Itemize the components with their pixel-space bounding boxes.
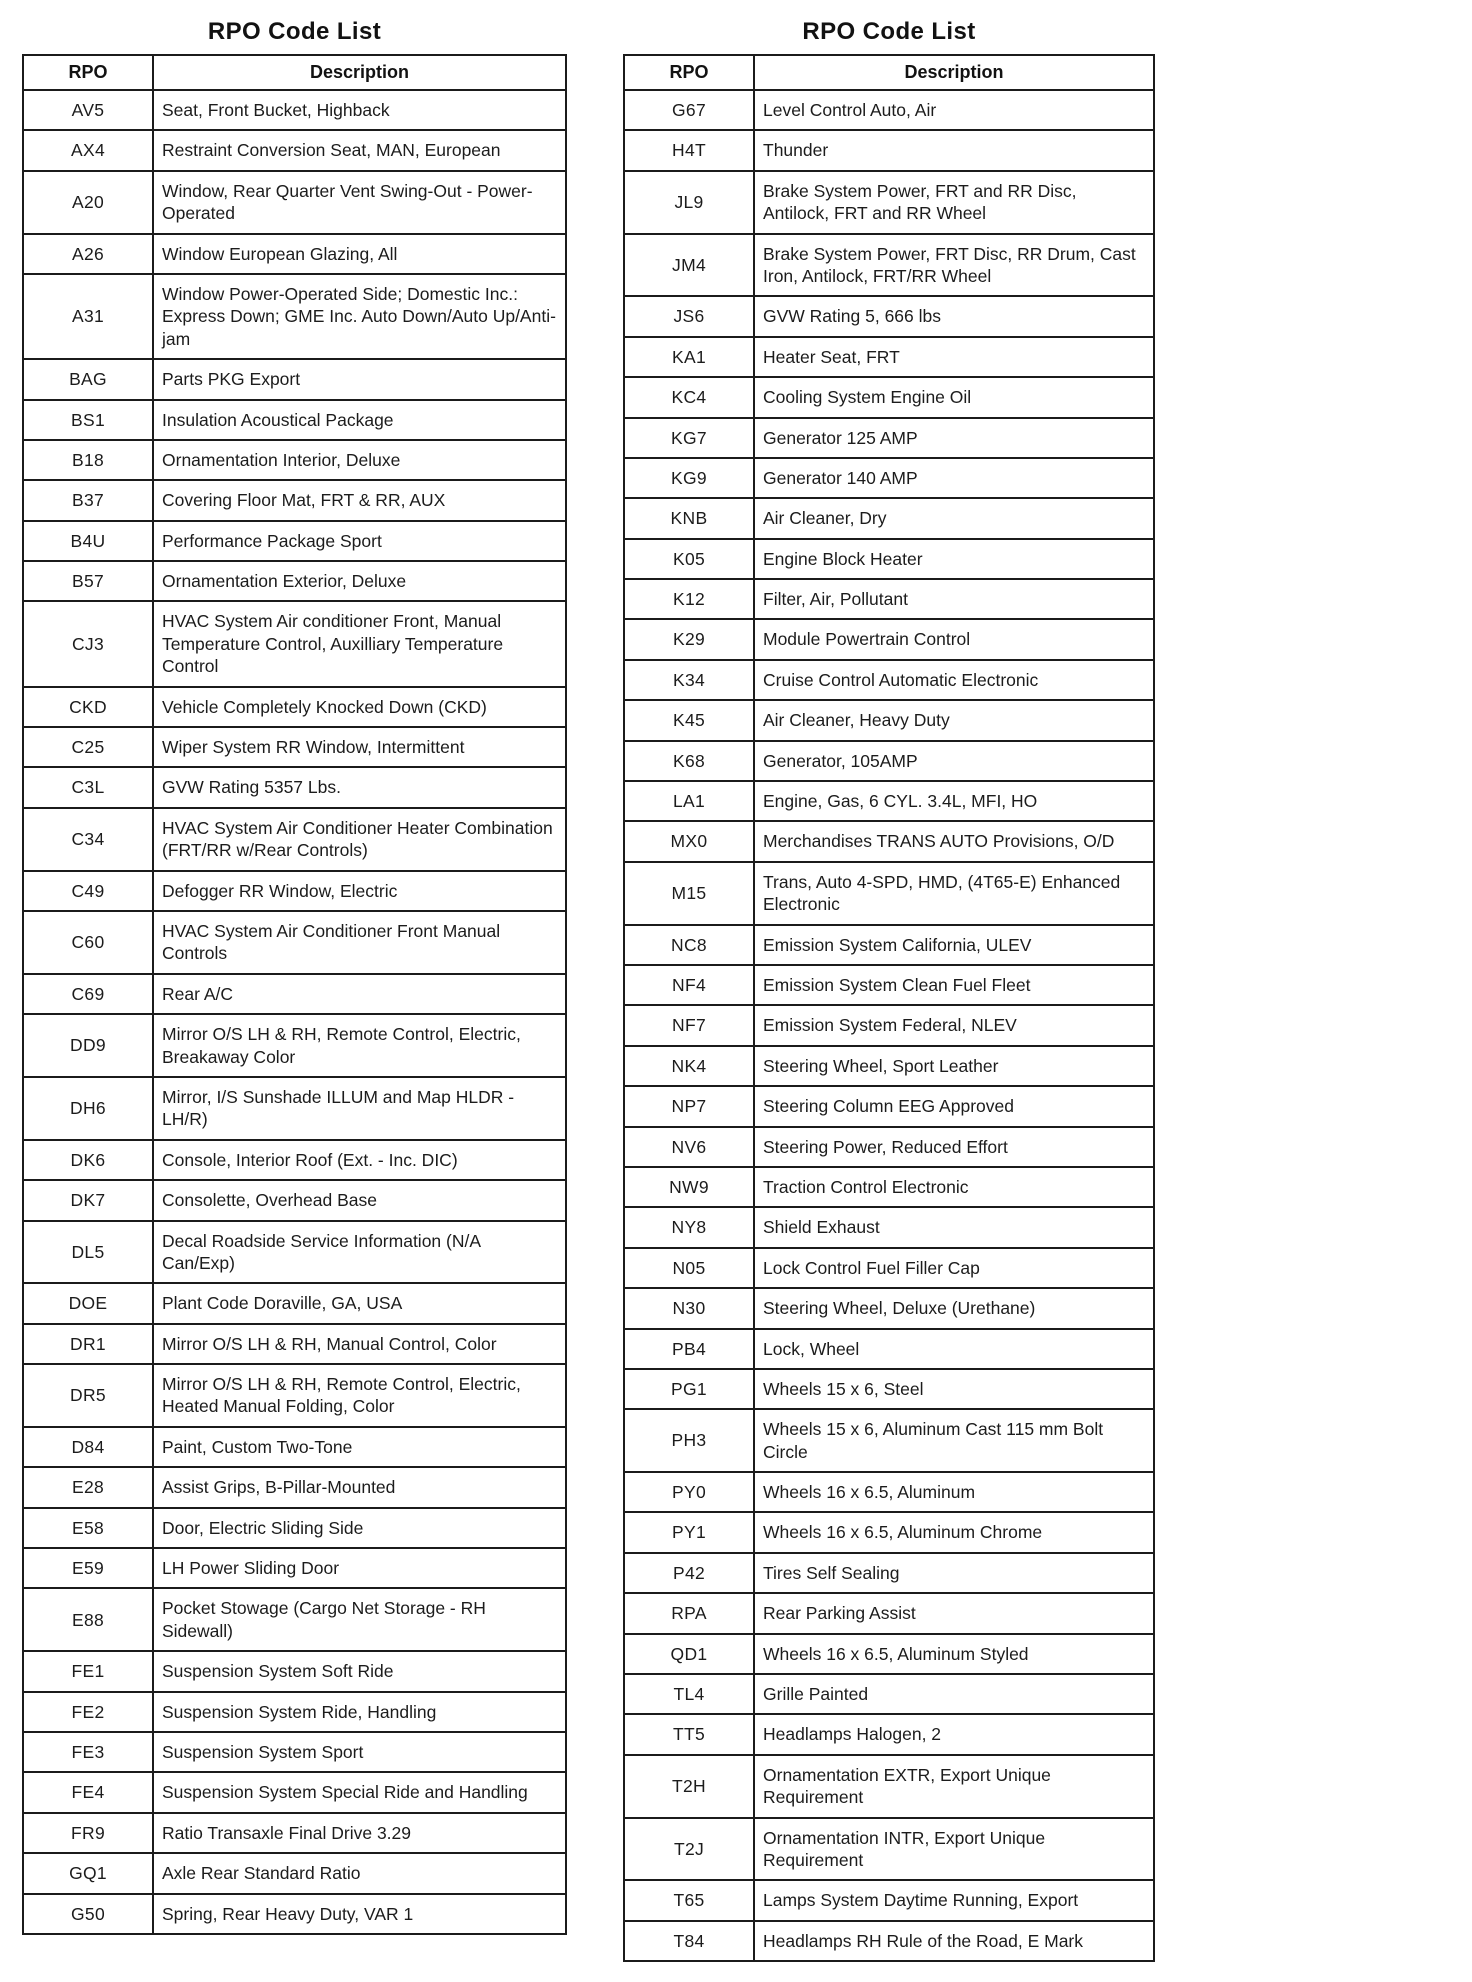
description-cell: Suspension System Soft Ride [153, 1651, 566, 1691]
table-row [624, 1288, 1154, 1328]
table-row [624, 1512, 1154, 1552]
table-row [23, 1283, 566, 1323]
description-cell: Mirror, I/S Sunshade ILLUM and Map HLDR - LH/R) [153, 1077, 566, 1140]
description-cell: Generator, 105AMP [754, 741, 1154, 781]
table-body [624, 90, 1154, 1961]
description-cell: Console, Interior Roof (Ext. - Inc. DIC) [153, 1140, 566, 1180]
description-cell: Decal Roadside Service Information (N/A Can/Exp) [153, 1221, 566, 1284]
table-row [23, 521, 566, 561]
table-row [624, 1369, 1154, 1409]
description-cell: Thunder [754, 130, 1154, 170]
table-row [23, 1077, 566, 1140]
rpo-code-cell: M15 [624, 862, 754, 925]
rpo-code-cell: DK7 [23, 1180, 153, 1220]
description-cell: Axle Rear Standard Ratio [153, 1853, 566, 1893]
description-cell: Grille Painted [754, 1674, 1154, 1714]
table-row [23, 1772, 566, 1812]
rpo-code-cell: JL9 [624, 171, 754, 234]
description-cell: Consolette, Overhead Base [153, 1180, 566, 1220]
rpo-code-cell: NK4 [624, 1046, 754, 1086]
rpo-column-header: RPO [624, 55, 754, 90]
description-cell: Headlamps RH Rule of the Road, E Mark [754, 1921, 1154, 1961]
table-row [624, 337, 1154, 377]
description-cell: Module Powertrain Control [754, 619, 1154, 659]
table-row [624, 1167, 1154, 1207]
description-cell: Mirror O/S LH & RH, Remote Control, Electric, Heated Manual Folding, Color [153, 1364, 566, 1427]
table-row [23, 1853, 566, 1893]
table-row [23, 1221, 566, 1284]
description-cell: Trans, Auto 4-SPD, HMD, (4T65-E) Enhanced Electronic [754, 862, 1154, 925]
rpo-code-cell: K05 [624, 539, 754, 579]
rpo-code-cell: D84 [23, 1427, 153, 1467]
table-row [23, 1467, 566, 1507]
table-row [23, 234, 566, 274]
table-row [23, 1427, 566, 1467]
rpo-code-cell: T2J [624, 1818, 754, 1881]
rpo-code-cell: K12 [624, 579, 754, 619]
table-row [23, 1894, 566, 1934]
rpo-code-cell: T65 [624, 1880, 754, 1920]
rpo-code-cell: B18 [23, 440, 153, 480]
table-row [624, 171, 1154, 234]
rpo-code-cell: G50 [23, 1894, 153, 1934]
table-row [624, 660, 1154, 700]
description-cell: Window Power-Operated Side; Domestic Inc.: Express Down; GME Inc. Auto Down/Auto Up/Anti-jam [153, 274, 566, 359]
table-row [624, 1714, 1154, 1754]
table-row [23, 1548, 566, 1588]
table-row [624, 781, 1154, 821]
description-cell: Emission System Clean Fuel Fleet [754, 965, 1154, 1005]
table-row [23, 808, 566, 871]
rpo-code-cell: C25 [23, 727, 153, 767]
table-row [23, 911, 566, 974]
description-cell: Lock Control Fuel Filler Cap [754, 1248, 1154, 1288]
table-row [23, 1014, 566, 1077]
rpo-code-cell: K34 [624, 660, 754, 700]
rpo-code-cell: PH3 [624, 1409, 754, 1472]
description-cell: Paint, Custom Two-Tone [153, 1427, 566, 1467]
table-row [624, 1593, 1154, 1633]
rpo-code-cell: BS1 [23, 400, 153, 440]
description-cell: Generator 140 AMP [754, 458, 1154, 498]
rpo-code-cell: PB4 [624, 1329, 754, 1369]
rpo-code-cell: KG9 [624, 458, 754, 498]
rpo-code-cell: TL4 [624, 1674, 754, 1714]
rpo-table-section-right [623, 12, 1155, 1962]
table-title-left: RPO Code List [207, 18, 382, 45]
table-row [624, 1880, 1154, 1920]
table-row [624, 700, 1154, 740]
rpo-code-cell: NC8 [624, 925, 754, 965]
description-cell: Wheels 16 x 6.5, Aluminum [754, 1472, 1154, 1512]
description-cell: Suspension System Sport [153, 1732, 566, 1772]
description-cell: Generator 125 AMP [754, 418, 1154, 458]
rpo-code-cell: BAG [23, 359, 153, 399]
rpo-code-cell: K45 [624, 700, 754, 740]
rpo-code-cell: TT5 [624, 1714, 754, 1754]
table-row [23, 130, 566, 170]
rpo-code-cell: QD1 [624, 1634, 754, 1674]
table-header-row [624, 55, 1154, 90]
rpo-code-cell: FE3 [23, 1732, 153, 1772]
rpo-code-cell: CKD [23, 687, 153, 727]
description-cell: Restraint Conversion Seat, MAN, European [153, 130, 566, 170]
description-cell: Ornamentation EXTR, Export Unique Requirement [754, 1755, 1154, 1818]
table-row [23, 400, 566, 440]
table-row [624, 1818, 1154, 1881]
table-row [23, 90, 566, 130]
table-row [23, 1588, 566, 1651]
description-cell: Wheels 16 x 6.5, Aluminum Chrome [754, 1512, 1154, 1552]
rpo-code-cell: K68 [624, 741, 754, 781]
description-cell: Air Cleaner, Heavy Duty [754, 700, 1154, 740]
description-cell: Assist Grips, B-Pillar-Mounted [153, 1467, 566, 1507]
rpo-code-table-left [22, 54, 567, 1935]
rpo-code-cell: A20 [23, 171, 153, 234]
description-cell: Ratio Transaxle Final Drive 3.29 [153, 1813, 566, 1853]
description-cell: Performance Package Sport [153, 521, 566, 561]
table-row [23, 440, 566, 480]
description-cell: Suspension System Ride, Handling [153, 1692, 566, 1732]
table-row [23, 727, 566, 767]
rpo-code-cell: B57 [23, 561, 153, 601]
rpo-code-cell: DK6 [23, 1140, 153, 1180]
rpo-code-cell: G67 [624, 90, 754, 130]
table-row [624, 498, 1154, 538]
table-row [23, 359, 566, 399]
rpo-code-cell: E28 [23, 1467, 153, 1507]
table-row [624, 1086, 1154, 1126]
description-cell: Cruise Control Automatic Electronic [754, 660, 1154, 700]
rpo-code-cell: A31 [23, 274, 153, 359]
rpo-code-cell: DD9 [23, 1014, 153, 1077]
rpo-code-cell: LA1 [624, 781, 754, 821]
table-row [624, 1674, 1154, 1714]
table-row [624, 1409, 1154, 1472]
description-cell: Wheels 15 x 6, Aluminum Cast 115 mm Bolt Circle [754, 1409, 1154, 1472]
table-row [23, 561, 566, 601]
rpo-code-cell: DL5 [23, 1221, 153, 1284]
table-row [23, 1692, 566, 1732]
description-cell: Steering Column EEG Approved [754, 1086, 1154, 1126]
description-cell: Ornamentation INTR, Export Unique Requirement [754, 1818, 1154, 1881]
description-cell: Brake System Power, FRT Disc, RR Drum, Cast Iron, Antilock, FRT/RR Wheel [754, 234, 1154, 297]
rpo-code-cell: H4T [624, 130, 754, 170]
table-row [23, 687, 566, 727]
table-row [624, 1755, 1154, 1818]
rpo-code-cell: MX0 [624, 821, 754, 861]
description-cell: Plant Code Doraville, GA, USA [153, 1283, 566, 1323]
rpo-table-section-left [22, 12, 567, 1935]
description-cell: Steering Wheel, Sport Leather [754, 1046, 1154, 1086]
description-cell: Rear Parking Assist [754, 1593, 1154, 1633]
table-row [624, 619, 1154, 659]
description-cell: Engine, Gas, 6 CYL. 3.4L, MFI, HO [754, 781, 1154, 821]
rpo-code-cell: DOE [23, 1283, 153, 1323]
description-cell: Heater Seat, FRT [754, 337, 1154, 377]
description-cell: HVAC System Air Conditioner Heater Combination (FRT/RR w/Rear Controls) [153, 808, 566, 871]
rpo-code-cell: NP7 [624, 1086, 754, 1126]
table-row [23, 871, 566, 911]
table-row [23, 1180, 566, 1220]
description-cell: Shield Exhaust [754, 1207, 1154, 1247]
table-row [624, 821, 1154, 861]
description-cell: Filter, Air, Pollutant [754, 579, 1154, 619]
table-row [624, 1207, 1154, 1247]
rpo-code-cell: PG1 [624, 1369, 754, 1409]
description-cell: Steering Power, Reduced Effort [754, 1127, 1154, 1167]
table-row [624, 539, 1154, 579]
table-row [23, 1140, 566, 1180]
description-cell: Seat, Front Bucket, Highback [153, 90, 566, 130]
description-cell: HVAC System Air Conditioner Front Manual Controls [153, 911, 566, 974]
rpo-code-cell: E59 [23, 1548, 153, 1588]
table-row [624, 1553, 1154, 1593]
table-row [23, 601, 566, 686]
rpo-code-cell: RPA [624, 1593, 754, 1633]
table-row [23, 1732, 566, 1772]
table-row [23, 1813, 566, 1853]
rpo-code-cell: C49 [23, 871, 153, 911]
table-row [624, 965, 1154, 1005]
rpo-code-cell: DH6 [23, 1077, 153, 1140]
table-row [624, 377, 1154, 417]
description-cell: Emission System Federal, NLEV [754, 1005, 1154, 1045]
description-cell: Rear A/C [153, 974, 566, 1014]
rpo-code-cell: NF7 [624, 1005, 754, 1045]
rpo-code-cell: E88 [23, 1588, 153, 1651]
rpo-code-cell: NF4 [624, 965, 754, 1005]
description-cell: Air Cleaner, Dry [754, 498, 1154, 538]
table-row [624, 1046, 1154, 1086]
table-row [624, 296, 1154, 336]
description-cell: Merchandises TRANS AUTO Provisions, O/D [754, 821, 1154, 861]
rpo-code-cell: JS6 [624, 296, 754, 336]
rpo-code-cell: N30 [624, 1288, 754, 1328]
rpo-code-cell: B37 [23, 480, 153, 520]
rpo-code-cell: C34 [23, 808, 153, 871]
rpo-code-cell: FE1 [23, 1651, 153, 1691]
description-cell: Ornamentation Exterior, Deluxe [153, 561, 566, 601]
table-row [624, 1248, 1154, 1288]
description-cell: Lock, Wheel [754, 1329, 1154, 1369]
description-cell: Wiper System RR Window, Intermittent [153, 727, 566, 767]
description-cell: Emission System California, ULEV [754, 925, 1154, 965]
table-row [624, 1634, 1154, 1674]
description-cell: Parts PKG Export [153, 359, 566, 399]
description-cell: GVW Rating 5357 Lbs. [153, 767, 566, 807]
rpo-code-cell: KC4 [624, 377, 754, 417]
table-row [624, 1329, 1154, 1369]
rpo-code-cell: T84 [624, 1921, 754, 1961]
description-cell: Wheels 15 x 6, Steel [754, 1369, 1154, 1409]
table-row [23, 974, 566, 1014]
table-row [624, 1127, 1154, 1167]
rpo-code-cell: DR1 [23, 1324, 153, 1364]
table-row [624, 1472, 1154, 1512]
description-cell: Tires Self Sealing [754, 1553, 1154, 1593]
rpo-code-table-right [623, 54, 1155, 1962]
description-cell: Steering Wheel, Deluxe (Urethane) [754, 1288, 1154, 1328]
rpo-column-header: RPO [23, 55, 153, 90]
table-row [23, 1508, 566, 1548]
table-title-right: RPO Code List [802, 18, 976, 45]
rpo-code-cell: JM4 [624, 234, 754, 297]
table-row [23, 171, 566, 234]
table-row [23, 274, 566, 359]
rpo-code-cell: C69 [23, 974, 153, 1014]
table-row [23, 1651, 566, 1691]
description-cell: Suspension System Special Ride and Handling [153, 1772, 566, 1812]
rpo-code-cell: KG7 [624, 418, 754, 458]
rpo-code-cell: AV5 [23, 90, 153, 130]
description-cell: Window, Rear Quarter Vent Swing-Out - Power-Operated [153, 171, 566, 234]
rpo-code-cell: C60 [23, 911, 153, 974]
table-row [624, 925, 1154, 965]
rpo-code-cell: B4U [23, 521, 153, 561]
description-cell: Vehicle Completely Knocked Down (CKD) [153, 687, 566, 727]
rpo-code-cell: PY0 [624, 1472, 754, 1512]
description-cell: Engine Block Heater [754, 539, 1154, 579]
description-cell: Headlamps Halogen, 2 [754, 1714, 1154, 1754]
rpo-code-cell: FE2 [23, 1692, 153, 1732]
rpo-code-cell: NV6 [624, 1127, 754, 1167]
table-row [624, 458, 1154, 498]
description-cell: GVW Rating 5, 666 lbs [754, 296, 1154, 336]
table-row [23, 480, 566, 520]
rpo-code-cell: KA1 [624, 337, 754, 377]
description-column-header: Description [754, 55, 1154, 90]
description-cell: Window European Glazing, All [153, 234, 566, 274]
description-cell: Mirror O/S LH & RH, Remote Control, Electric, Breakaway Color [153, 1014, 566, 1077]
table-body [23, 90, 566, 1934]
table-row [624, 418, 1154, 458]
rpo-code-cell: FR9 [23, 1813, 153, 1853]
description-cell: LH Power Sliding Door [153, 1548, 566, 1588]
description-cell: Door, Electric Sliding Side [153, 1508, 566, 1548]
table-row [624, 1921, 1154, 1961]
rpo-code-cell: A26 [23, 234, 153, 274]
rpo-code-cell: PY1 [624, 1512, 754, 1552]
rpo-code-cell: T2H [624, 1755, 754, 1818]
rpo-code-cell: N05 [624, 1248, 754, 1288]
description-cell: Mirror O/S LH & RH, Manual Control, Color [153, 1324, 566, 1364]
table-row [624, 1005, 1154, 1045]
rpo-code-cell: K29 [624, 619, 754, 659]
table-row [624, 130, 1154, 170]
rpo-code-cell: P42 [624, 1553, 754, 1593]
description-cell: Ornamentation Interior, Deluxe [153, 440, 566, 480]
description-cell: Lamps System Daytime Running, Export [754, 1880, 1154, 1920]
description-cell: Pocket Stowage (Cargo Net Storage - RH Sidewall) [153, 1588, 566, 1651]
table-row [624, 741, 1154, 781]
rpo-code-cell: CJ3 [23, 601, 153, 686]
table-row [624, 579, 1154, 619]
description-cell: Brake System Power, FRT and RR Disc, Antilock, FRT and RR Wheel [754, 171, 1154, 234]
rpo-code-cell: DR5 [23, 1364, 153, 1427]
rpo-code-cell: GQ1 [23, 1853, 153, 1893]
description-cell: Spring, Rear Heavy Duty, VAR 1 [153, 1894, 566, 1934]
table-row [624, 90, 1154, 130]
description-cell: Wheels 16 x 6.5, Aluminum Styled [754, 1634, 1154, 1674]
description-cell: Covering Floor Mat, FRT & RR, AUX [153, 480, 566, 520]
table-row [624, 234, 1154, 297]
description-cell: Insulation Acoustical Package [153, 400, 566, 440]
rpo-code-cell: C3L [23, 767, 153, 807]
description-cell: HVAC System Air conditioner Front, Manual Temperature Control, Auxilliary Temperature Control [153, 601, 566, 686]
description-cell: Defogger RR Window, Electric [153, 871, 566, 911]
rpo-code-cell: KNB [624, 498, 754, 538]
rpo-code-cell: NY8 [624, 1207, 754, 1247]
description-cell: Level Control Auto, Air [754, 90, 1154, 130]
table-row [23, 1364, 566, 1427]
description-column-header: Description [153, 55, 566, 90]
table-row [23, 767, 566, 807]
rpo-code-cell: E58 [23, 1508, 153, 1548]
rpo-code-cell: FE4 [23, 1772, 153, 1812]
rpo-code-cell: NW9 [624, 1167, 754, 1207]
description-cell: Traction Control Electronic [754, 1167, 1154, 1207]
table-row [23, 1324, 566, 1364]
table-header-row [23, 55, 566, 90]
table-row [624, 862, 1154, 925]
description-cell: Cooling System Engine Oil [754, 377, 1154, 417]
rpo-code-cell: AX4 [23, 130, 153, 170]
